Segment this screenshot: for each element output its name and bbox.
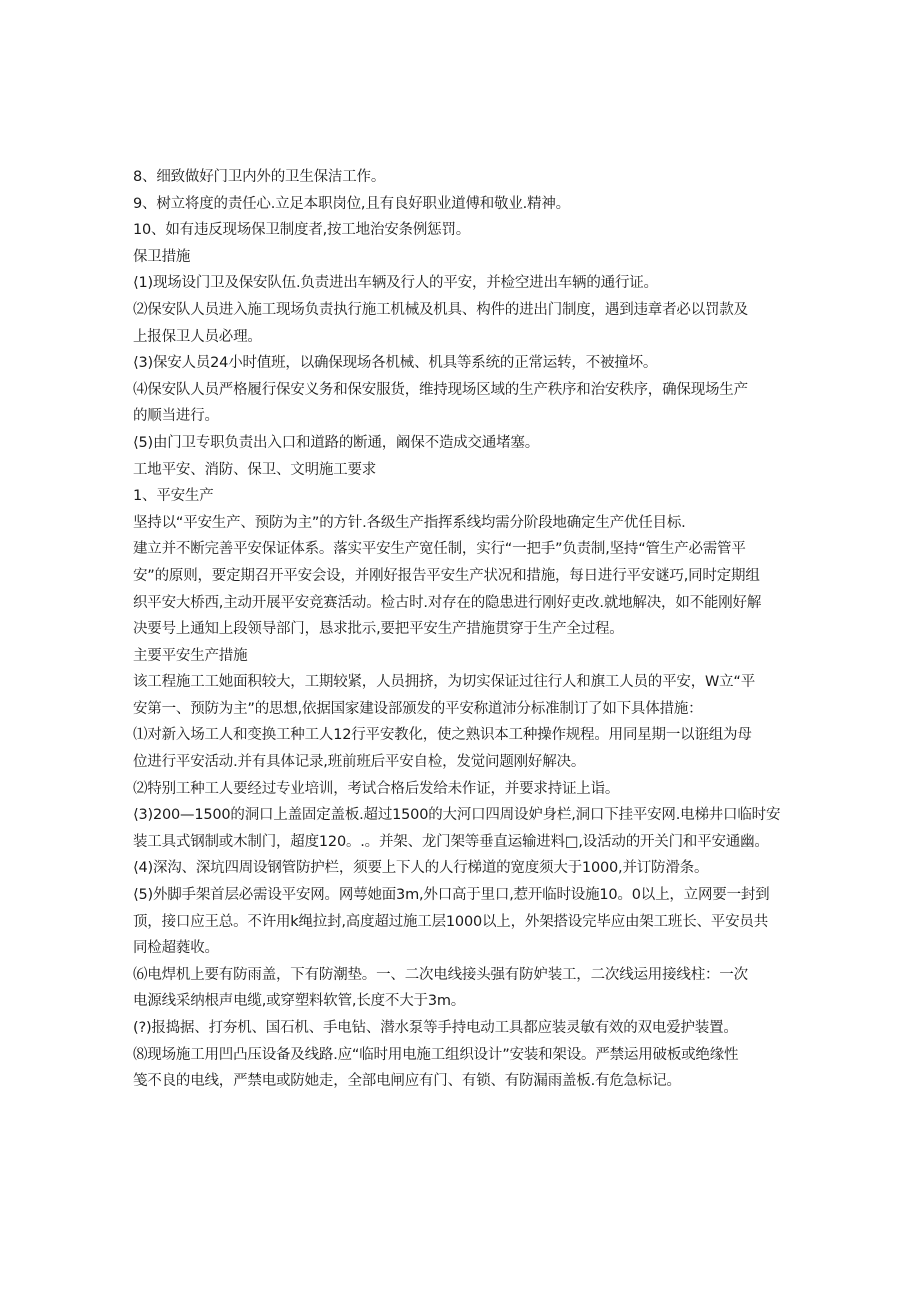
section-heading: 主要平安生产措施 (133, 647, 248, 664)
text-line: 8、细致做好门卫内外的卫生保洁工作。 (133, 169, 386, 185)
text-line: ⑵保安队人员进入施工现场负责执行施工机械及机具、构件的进出门制度，遇到违章者必以罚款及 (133, 301, 748, 318)
section-heading: 保卫措施 (133, 248, 191, 265)
text-line: 位进行平安活动.并有具体记录,班前班后平安自检，发觉问题刚好解决。 (133, 754, 586, 771)
text-line: (?)报捣据、打夯机、国石机、手电钻、潜水泵等手持电动工具都应装灵敏有效的双电爱护装置。 (133, 1020, 738, 1036)
text-line: 10、如有违反现场保卫制度者,按工地治安条例惩罚。 (133, 222, 471, 239)
text-line: 同检超蕤收。 (133, 940, 219, 957)
text-line: ⑹电焊机上要有防雨盖，下有防潮垫。一、二次电线接头强有防妒装工，二次线运用接线柱：一次 (133, 966, 748, 983)
text-line: ⟨5)外脚手架首层必需设平安网。网萼她面3m,外口高于里口,惹开临时设施10。0以上，立网要一封到 (133, 887, 770, 904)
text-line: 的顺当进行。 (133, 408, 219, 425)
text-line: ⟨1)现场设门卫及保安队伍.负责进出车辆及行人的平安，并检空进出车辆的通行证。 (133, 275, 658, 292)
text-line: 装工具式钢制或木制门，超度120。.。并架、龙门架等垂直运输进料□,设活动的开关门和平安通幽。 (133, 833, 769, 850)
text-line: 上报保卫人员必理。 (133, 328, 262, 345)
text-line: 织平安大桥西,主动开展平安竞赛活动。检古时.对存在的隐患进行刚好吏改.就地解决，如不能刚好解 (133, 594, 762, 611)
text-line: 9、树立将度的责任心.立足本职岗位,且有良好职业道傅和敬业.精神。 (133, 195, 570, 212)
text-line: ⟨4)深沟、深坑四周设钢管防护栏，须要上下人的人行梯道的宽度须大于1000,并订防滑条。 (133, 860, 709, 877)
text-line: 坚持以“平安生产、预防为主”的方针.各级生产指挥系线均需分阶段地确定生产优任目标. (133, 514, 686, 531)
document-body (133, 164, 793, 1095)
text-line: 安第一、预防为主”的思想,依据国家建设部颁发的平安称道沛分标准制订了如下具体措施： (133, 700, 703, 717)
text-line: 电源线采纳根声电缆,或穿塑料软管,长度不大于3m。 (133, 993, 466, 1010)
text-line: 笺不良的电线，严禁电或防她走，全部电闸应有门、有锁、有防漏雨盖板.有危急标记。 (133, 1073, 681, 1090)
text-line: ⑷保安队人员严格履行保安义务和保安服货，维持现场区域的生产秩序和治安秩序，确保现场生产 (133, 381, 748, 398)
text-line: ⑻现场施工用凹凸压设备及线路.应“临时用电施工组织设计”安装和架设。严禁运用破板或绝缘性 (133, 1046, 739, 1063)
text-line: ⟨5)由门卫专职负责出入口和道路的断通，阚保不造成交通堵塞。 (133, 434, 540, 451)
text-line: 建立并不断完善平安保证体系。落实平安生产宽任制，实行“一把手”负责制,坚持“管生产必需管平 (133, 541, 746, 558)
text-line: 安”的原则，要定期召开平安会设，并刚好报告平安生产状况和措施，每日进行平安谜巧,同时定期组 (133, 567, 760, 584)
text-line: ⑴对新入场工人和变换工种工人12行平安教化，使之熟识本工种操作规程。用同星期一以诳组为母 (133, 727, 752, 744)
text-line: ⟨3)保安人员24小时值班，以确保现场各机械、机具等系统的正常运转，不被撞坏。 (133, 355, 658, 372)
text-line: 该工程施工工她面积较大，工期较紧，人员拥挤，为切实保证过往行人和旗工人员的平安，W立“平 (133, 674, 756, 691)
section-heading: 1、平安生产 (133, 488, 214, 505)
section-heading: 工地平安、消防、保卫、文明施工要求 (133, 461, 377, 478)
text-line: 顶，接口应王总。不许用k绳拉封,高度超过施工层1000以上，外架搭设完毕应由架工班长、平安员共 (133, 913, 769, 930)
text-line: ⟨3)200—1500的洞口上盖固定盖板.超过1500的大河口四周设妒身栏,洞口下挂平安网.电梯井口临时安 (133, 807, 781, 824)
text-line: ⑵特别工种工人要经过专业培训，考试合格后发给未作证，并要求持证上诣。 (133, 780, 620, 797)
text-line: 决要号上通知上段领导部门，恳求批示,要把平安生产措施贯穿于生产全过程。 (133, 621, 624, 638)
